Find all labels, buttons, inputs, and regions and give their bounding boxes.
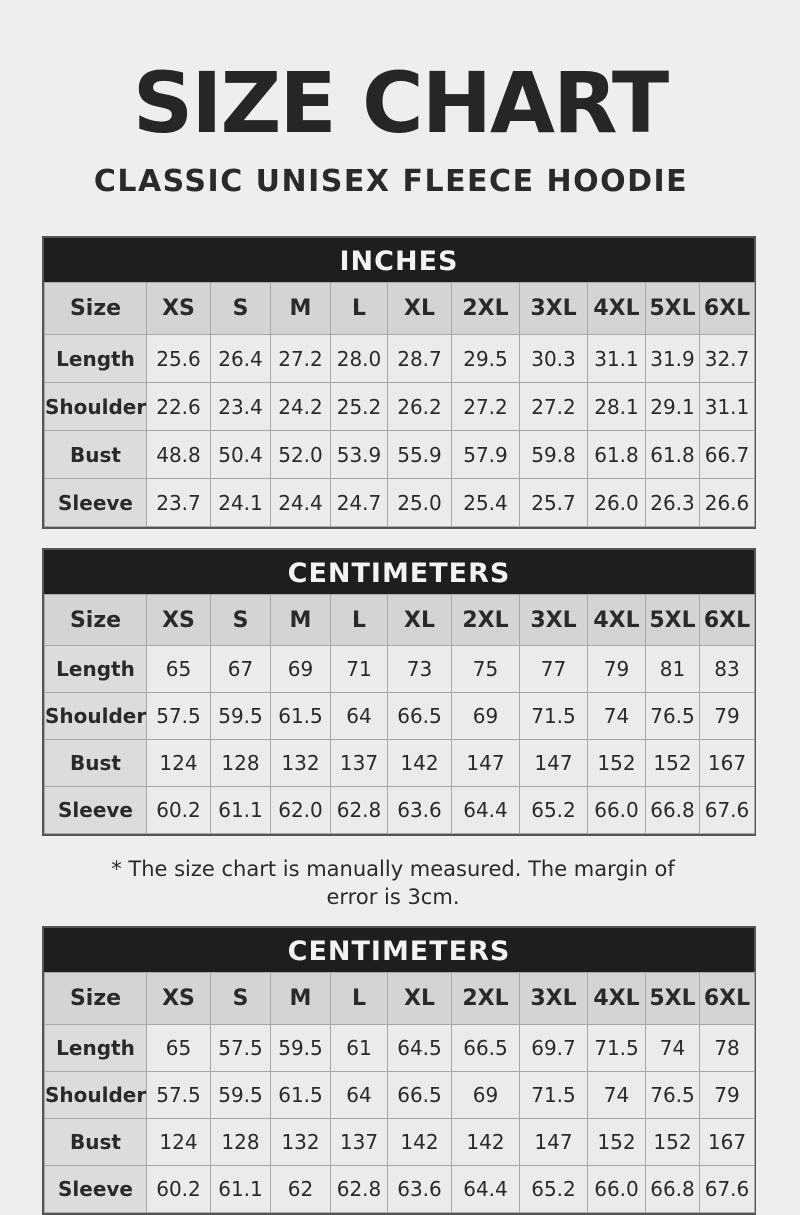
measurement-value-cell: 67.6 xyxy=(700,1166,755,1213)
measurement-row-sleeve xyxy=(45,787,755,834)
measurement-value-cell: 59.5 xyxy=(271,1025,331,1072)
measurement-value-cell: 67.6 xyxy=(700,787,755,834)
measurement-value-cell: 132 xyxy=(271,1119,331,1166)
table-unit-header: CENTIMETERS xyxy=(44,928,754,972)
size-header-cell: M xyxy=(271,283,331,335)
measurement-value-cell: 59.5 xyxy=(211,1072,271,1119)
size-header-cell: S xyxy=(211,973,271,1025)
measurement-value-cell: 152 xyxy=(646,1119,700,1166)
measurement-value-cell: 61.8 xyxy=(646,431,700,479)
measurement-value-cell: 62.0 xyxy=(271,787,331,834)
measurement-value-cell: 24.4 xyxy=(271,479,331,527)
measurement-value-cell: 128 xyxy=(211,1119,271,1166)
measurement-value-cell: 27.2 xyxy=(520,383,588,431)
measurement-value-cell: 66.0 xyxy=(588,1166,646,1213)
measurement-value-cell: 31.1 xyxy=(700,383,755,431)
measurement-value-cell: 27.2 xyxy=(271,335,331,383)
measurement-row-shoulder xyxy=(45,693,755,740)
measurement-value-cell: 29.5 xyxy=(452,335,520,383)
size-header-cell: 3XL xyxy=(520,283,588,335)
measurement-value-cell: 28.7 xyxy=(388,335,452,383)
measurement-value-cell: 64 xyxy=(331,1072,388,1119)
size-grid xyxy=(44,972,755,1213)
size-header-cell: 6XL xyxy=(700,973,755,1025)
measurement-value-cell: 71.5 xyxy=(520,693,588,740)
measurement-value-cell: 30.3 xyxy=(520,335,588,383)
measurement-value-cell: 78 xyxy=(700,1025,755,1072)
measurement-value-cell: 67 xyxy=(211,646,271,693)
size-header-cell: XL xyxy=(388,595,452,646)
measurement-value-cell: 61.5 xyxy=(271,693,331,740)
size-header-cell: L xyxy=(331,973,388,1025)
measurement-value-cell: 24.7 xyxy=(331,479,388,527)
measurement-value-cell: 29.1 xyxy=(646,383,700,431)
measurement-value-cell: 23.7 xyxy=(147,479,211,527)
measurement-value-cell: 59.5 xyxy=(211,693,271,740)
measurement-value-cell: 66.8 xyxy=(646,787,700,834)
measurement-value-cell: 61.1 xyxy=(211,1166,271,1213)
measurement-note-line-1: * The size chart is manually measured. The margin of xyxy=(111,857,675,881)
measurement-value-cell: 61.1 xyxy=(211,787,271,834)
measurement-row-shoulder xyxy=(45,383,755,431)
measurement-row-bust xyxy=(45,431,755,479)
measurement-label: Length xyxy=(45,335,147,383)
size-header-cell: S xyxy=(211,595,271,646)
measurement-value-cell: 22.6 xyxy=(147,383,211,431)
measurement-value-cell: 28.1 xyxy=(588,383,646,431)
measurement-value-cell: 124 xyxy=(147,1119,211,1166)
measurement-value-cell: 24.2 xyxy=(271,383,331,431)
measurement-value-cell: 69 xyxy=(452,1072,520,1119)
measurement-value-cell: 57.5 xyxy=(147,1072,211,1119)
measurement-value-cell: 26.6 xyxy=(700,479,755,527)
measurement-value-cell: 147 xyxy=(520,1119,588,1166)
measurement-value-cell: 25.6 xyxy=(147,335,211,383)
measurement-value-cell: 57.9 xyxy=(452,431,520,479)
measurement-value-cell: 61.5 xyxy=(271,1072,331,1119)
measurement-value-cell: 79 xyxy=(700,693,755,740)
measurement-label: Sleeve xyxy=(45,479,147,527)
measurement-value-cell: 59.8 xyxy=(520,431,588,479)
product-subtitle: CLASSIC UNISEX FLEECE HOODIE xyxy=(93,164,689,199)
measurement-value-cell: 25.0 xyxy=(388,479,452,527)
measurement-row-sleeve xyxy=(45,479,755,527)
size-header-row xyxy=(45,283,755,335)
measurement-value-cell: 69 xyxy=(452,693,520,740)
measurement-value-cell: 62.8 xyxy=(331,1166,388,1213)
size-header-row xyxy=(45,595,755,646)
measurement-value-cell: 167 xyxy=(700,1119,755,1166)
measurement-value-cell: 31.1 xyxy=(588,335,646,383)
measurement-value-cell: 76.5 xyxy=(646,693,700,740)
measurement-value-cell: 64.4 xyxy=(452,787,520,834)
size-header-cell: XL xyxy=(388,283,452,335)
measurement-value-cell: 65.2 xyxy=(520,787,588,834)
size-header-cell: L xyxy=(331,283,388,335)
measurement-label: Bust xyxy=(45,431,147,479)
measurement-row-length xyxy=(45,335,755,383)
table-unit-header: INCHES xyxy=(44,238,754,282)
size-header-cell: 4XL xyxy=(588,283,646,335)
measurement-value-cell: 57.5 xyxy=(147,693,211,740)
measurement-value-cell: 25.2 xyxy=(331,383,388,431)
measurement-value-cell: 62 xyxy=(271,1166,331,1213)
measurement-value-cell: 81 xyxy=(646,646,700,693)
measurement-value-cell: 26.0 xyxy=(588,479,646,527)
measurement-value-cell: 28.0 xyxy=(331,335,388,383)
measurement-value-cell: 66.5 xyxy=(388,693,452,740)
size-table-centimeters xyxy=(42,548,756,836)
measurement-value-cell: 83 xyxy=(700,646,755,693)
size-table-inches xyxy=(42,236,756,529)
size-column-label: Size xyxy=(45,973,147,1025)
measurement-label: Length xyxy=(45,646,147,693)
measurement-value-cell: 71.5 xyxy=(588,1025,646,1072)
measurement-value-cell: 65.2 xyxy=(520,1166,588,1213)
measurement-label: Shoulder xyxy=(45,693,147,740)
size-header-cell: M xyxy=(271,973,331,1025)
measurement-value-cell: 147 xyxy=(520,740,588,787)
measurement-value-cell: 128 xyxy=(211,740,271,787)
measurement-value-cell: 25.7 xyxy=(520,479,588,527)
measurement-value-cell: 142 xyxy=(388,1119,452,1166)
measurement-value-cell: 64 xyxy=(331,693,388,740)
measurement-value-cell: 69 xyxy=(271,646,331,693)
size-header-cell: 2XL xyxy=(452,973,520,1025)
page-title: SIZE CHART xyxy=(132,54,668,152)
size-header-cell: XS xyxy=(147,595,211,646)
measurement-value-cell: 75 xyxy=(452,646,520,693)
measurement-value-cell: 65 xyxy=(147,646,211,693)
size-header-cell: 5XL xyxy=(646,973,700,1025)
measurement-value-cell: 76.5 xyxy=(646,1072,700,1119)
measurement-value-cell: 73 xyxy=(388,646,452,693)
measurement-value-cell: 74 xyxy=(588,693,646,740)
measurement-value-cell: 77 xyxy=(520,646,588,693)
size-column-label: Size xyxy=(45,595,147,646)
measurement-value-cell: 124 xyxy=(147,740,211,787)
measurement-value-cell: 48.8 xyxy=(147,431,211,479)
measurement-value-cell: 52.0 xyxy=(271,431,331,479)
measurement-label: Shoulder xyxy=(45,1072,147,1119)
size-header-cell: 6XL xyxy=(700,283,755,335)
measurement-value-cell: 152 xyxy=(646,740,700,787)
measurement-label: Bust xyxy=(45,1119,147,1166)
measurement-row-bust xyxy=(45,740,755,787)
measurement-value-cell: 71 xyxy=(331,646,388,693)
measurement-value-cell: 64.5 xyxy=(388,1025,452,1072)
measurement-value-cell: 142 xyxy=(388,740,452,787)
table-unit-header: CENTIMETERS xyxy=(44,550,754,594)
measurement-value-cell: 66.7 xyxy=(700,431,755,479)
measurement-value-cell: 26.3 xyxy=(646,479,700,527)
size-header-cell: XS xyxy=(147,283,211,335)
measurement-value-cell: 32.7 xyxy=(700,335,755,383)
measurement-value-cell: 74 xyxy=(646,1025,700,1072)
measurement-value-cell: 152 xyxy=(588,1119,646,1166)
measurement-value-cell: 71.5 xyxy=(520,1072,588,1119)
measurement-value-cell: 79 xyxy=(700,1072,755,1119)
measurement-value-cell: 63.6 xyxy=(388,1166,452,1213)
measurement-value-cell: 132 xyxy=(271,740,331,787)
measurement-label: Sleeve xyxy=(45,1166,147,1213)
size-header-cell: L xyxy=(331,595,388,646)
measurement-value-cell: 25.4 xyxy=(452,479,520,527)
measurement-value-cell: 147 xyxy=(452,740,520,787)
measurement-value-cell: 26.2 xyxy=(388,383,452,431)
size-column-label: Size xyxy=(45,283,147,335)
measurement-value-cell: 137 xyxy=(331,1119,388,1166)
measurement-value-cell: 63.6 xyxy=(388,787,452,834)
measurement-note xyxy=(80,855,706,911)
measurement-value-cell: 60.2 xyxy=(147,1166,211,1213)
size-header-cell: 2XL xyxy=(452,283,520,335)
measurement-row-sleeve xyxy=(45,1166,755,1213)
measurement-value-cell: 61.8 xyxy=(588,431,646,479)
measurement-value-cell: 66.5 xyxy=(388,1072,452,1119)
measurement-value-cell: 137 xyxy=(331,740,388,787)
measurement-label: Length xyxy=(45,1025,147,1072)
measurement-value-cell: 66.8 xyxy=(646,1166,700,1213)
measurement-value-cell: 74 xyxy=(588,1072,646,1119)
size-header-cell: 6XL xyxy=(700,595,755,646)
size-header-cell: 5XL xyxy=(646,283,700,335)
measurement-value-cell: 53.9 xyxy=(331,431,388,479)
measurement-label: Bust xyxy=(45,740,147,787)
size-header-cell: 4XL xyxy=(588,595,646,646)
measurement-row-length xyxy=(45,1025,755,1072)
measurement-label: Shoulder xyxy=(45,383,147,431)
measurement-value-cell: 62.8 xyxy=(331,787,388,834)
measurement-value-cell: 26.4 xyxy=(211,335,271,383)
measurement-value-cell: 23.4 xyxy=(211,383,271,431)
measurement-note-line-2: error is 3cm. xyxy=(326,885,460,909)
measurement-value-cell: 167 xyxy=(700,740,755,787)
measurement-value-cell: 55.9 xyxy=(388,431,452,479)
measurement-value-cell: 66.0 xyxy=(588,787,646,834)
size-grid xyxy=(44,282,755,527)
size-header-cell: 5XL xyxy=(646,595,700,646)
measurement-value-cell: 60.2 xyxy=(147,787,211,834)
size-header-cell: M xyxy=(271,595,331,646)
size-header-cell: S xyxy=(211,283,271,335)
size-header-cell: 3XL xyxy=(520,595,588,646)
measurement-value-cell: 142 xyxy=(452,1119,520,1166)
measurement-value-cell: 31.9 xyxy=(646,335,700,383)
size-header-cell: XL xyxy=(388,973,452,1025)
measurement-value-cell: 64.4 xyxy=(452,1166,520,1213)
measurement-value-cell: 152 xyxy=(588,740,646,787)
measurement-value-cell: 65 xyxy=(147,1025,211,1072)
measurement-label: Sleeve xyxy=(45,787,147,834)
measurement-value-cell: 57.5 xyxy=(211,1025,271,1072)
measurement-value-cell: 66.5 xyxy=(452,1025,520,1072)
measurement-row-bust xyxy=(45,1119,755,1166)
size-header-cell: 2XL xyxy=(452,595,520,646)
measurement-row-shoulder xyxy=(45,1072,755,1119)
measurement-row-length xyxy=(45,646,755,693)
size-header-cell: 3XL xyxy=(520,973,588,1025)
measurement-value-cell: 24.1 xyxy=(211,479,271,527)
measurement-value-cell: 50.4 xyxy=(211,431,271,479)
size-header-cell: XS xyxy=(147,973,211,1025)
size-header-row xyxy=(45,973,755,1025)
size-table-centimeters-alt xyxy=(42,926,756,1215)
measurement-value-cell: 79 xyxy=(588,646,646,693)
measurement-value-cell: 61 xyxy=(331,1025,388,1072)
size-grid xyxy=(44,594,755,834)
measurement-value-cell: 69.7 xyxy=(520,1025,588,1072)
measurement-value-cell: 27.2 xyxy=(452,383,520,431)
size-header-cell: 4XL xyxy=(588,973,646,1025)
